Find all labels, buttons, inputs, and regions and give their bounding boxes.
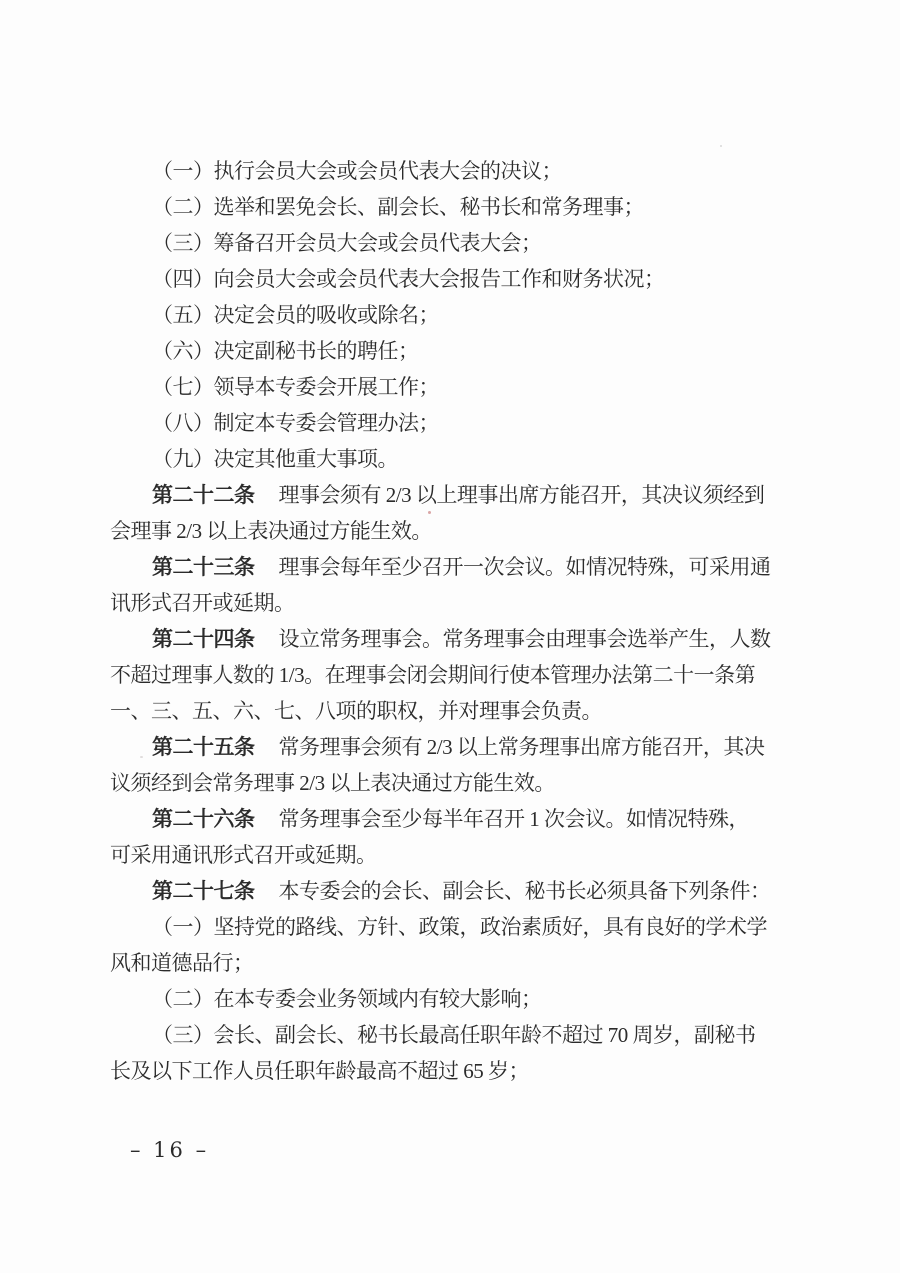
scan-speck bbox=[140, 756, 143, 758]
line-text: 常务理事会须有 2/3 以上常务理事出席方能召开，其决 bbox=[278, 735, 765, 759]
line-text: （一）坚持党的路线、方针、政策，政治素质好，具有良好的学术学 bbox=[152, 915, 767, 939]
line-text: 理事会每年至少召开一次会议。如情况特殊，可采用通 bbox=[278, 555, 771, 579]
text-line bbox=[110, 657, 770, 693]
text-line bbox=[110, 1017, 770, 1053]
text-line bbox=[110, 189, 770, 225]
line-text: （二）选举和罢免会长、副会长、秘书长和常务理事； bbox=[152, 195, 644, 219]
text-line bbox=[110, 945, 770, 981]
article-number: 第二十六条 bbox=[152, 807, 255, 831]
line-text: （三）筹备召开会员大会或会员代表大会； bbox=[152, 231, 542, 255]
text-line bbox=[110, 801, 770, 837]
line-text: （五）决定会员的吸收或除名； bbox=[152, 303, 439, 327]
text-line bbox=[110, 1053, 770, 1089]
line-text: （四）向会员大会或会员代表大会报告工作和财务状况； bbox=[152, 267, 665, 291]
line-text: 讯形式召开或延期。 bbox=[110, 591, 295, 615]
line-text: （三）会长、副会长、秘书长最高任职年龄不超过 70 周岁，副秘书 bbox=[152, 1023, 756, 1047]
text-line bbox=[110, 441, 770, 477]
line-text: 理事会须有 2/3 以上理事出席方能召开，其决议须经到 bbox=[278, 483, 765, 507]
text-line bbox=[110, 369, 770, 405]
text-line bbox=[110, 513, 770, 549]
line-text: （二）在本专委会业务领域内有较大影响； bbox=[152, 987, 542, 1011]
text-line bbox=[110, 693, 770, 729]
text-line bbox=[110, 153, 770, 189]
text-line bbox=[110, 405, 770, 441]
line-text: （六）决定副秘书长的聘任； bbox=[152, 339, 419, 363]
article-number: 第二十五条 bbox=[152, 735, 255, 759]
text-line bbox=[110, 333, 770, 369]
line-text: 本专委会的会长、副会长、秘书长必须具备下列条件： bbox=[278, 879, 771, 903]
article-number: 第二十四条 bbox=[152, 627, 255, 651]
line-text: 不超过理事人数的 1/3。在理事会闭会期间行使本管理办法第二十一条第 bbox=[110, 663, 756, 687]
line-text: 常务理事会至少每半年召开 1 次会议。如情况特殊， bbox=[278, 807, 749, 831]
line-text: 会理事 2/3 以上表决通过方能生效。 bbox=[110, 519, 432, 543]
text-line bbox=[110, 297, 770, 333]
line-text: 长及以下工作人员任职年龄最高不超过 65 岁； bbox=[110, 1059, 529, 1083]
line-text: （一）执行会员大会或会员代表大会的决议； bbox=[152, 159, 562, 183]
line-text: 设立常务理事会。常务理事会由理事会选举产生，人数 bbox=[278, 627, 771, 651]
text-line bbox=[110, 837, 770, 873]
line-text: 议须经到会常务理事 2/3 以上表决通过方能生效。 bbox=[110, 771, 555, 795]
line-text: 可采用通讯形式召开或延期。 bbox=[110, 843, 377, 867]
text-line bbox=[110, 765, 770, 801]
text-line bbox=[110, 585, 770, 621]
text-line bbox=[110, 729, 770, 765]
text-line bbox=[110, 909, 770, 945]
text-line bbox=[110, 981, 770, 1017]
article-number: 第二十二条 bbox=[152, 483, 255, 507]
text-line bbox=[110, 477, 770, 513]
line-text: 一、三、五、六、七、八项的职权，并对理事会负责。 bbox=[110, 699, 602, 723]
document-body bbox=[110, 153, 770, 1089]
scan-speck bbox=[428, 511, 431, 514]
text-line bbox=[110, 225, 770, 261]
text-line bbox=[110, 873, 770, 909]
text-line bbox=[110, 261, 770, 297]
text-line bbox=[110, 549, 770, 585]
line-text: （八）制定本专委会管理办法； bbox=[152, 411, 439, 435]
article-number: 第二十七条 bbox=[152, 879, 255, 903]
line-text: 风和道德品行； bbox=[110, 951, 254, 975]
line-text: （七）领导本专委会开展工作； bbox=[152, 375, 439, 399]
page-number: – 16 – bbox=[130, 1138, 210, 1162]
line-text: （九）决定其他重大事项。 bbox=[152, 447, 398, 471]
scan-speck bbox=[720, 145, 722, 147]
text-line bbox=[110, 621, 770, 657]
article-number: 第二十三条 bbox=[152, 555, 255, 579]
